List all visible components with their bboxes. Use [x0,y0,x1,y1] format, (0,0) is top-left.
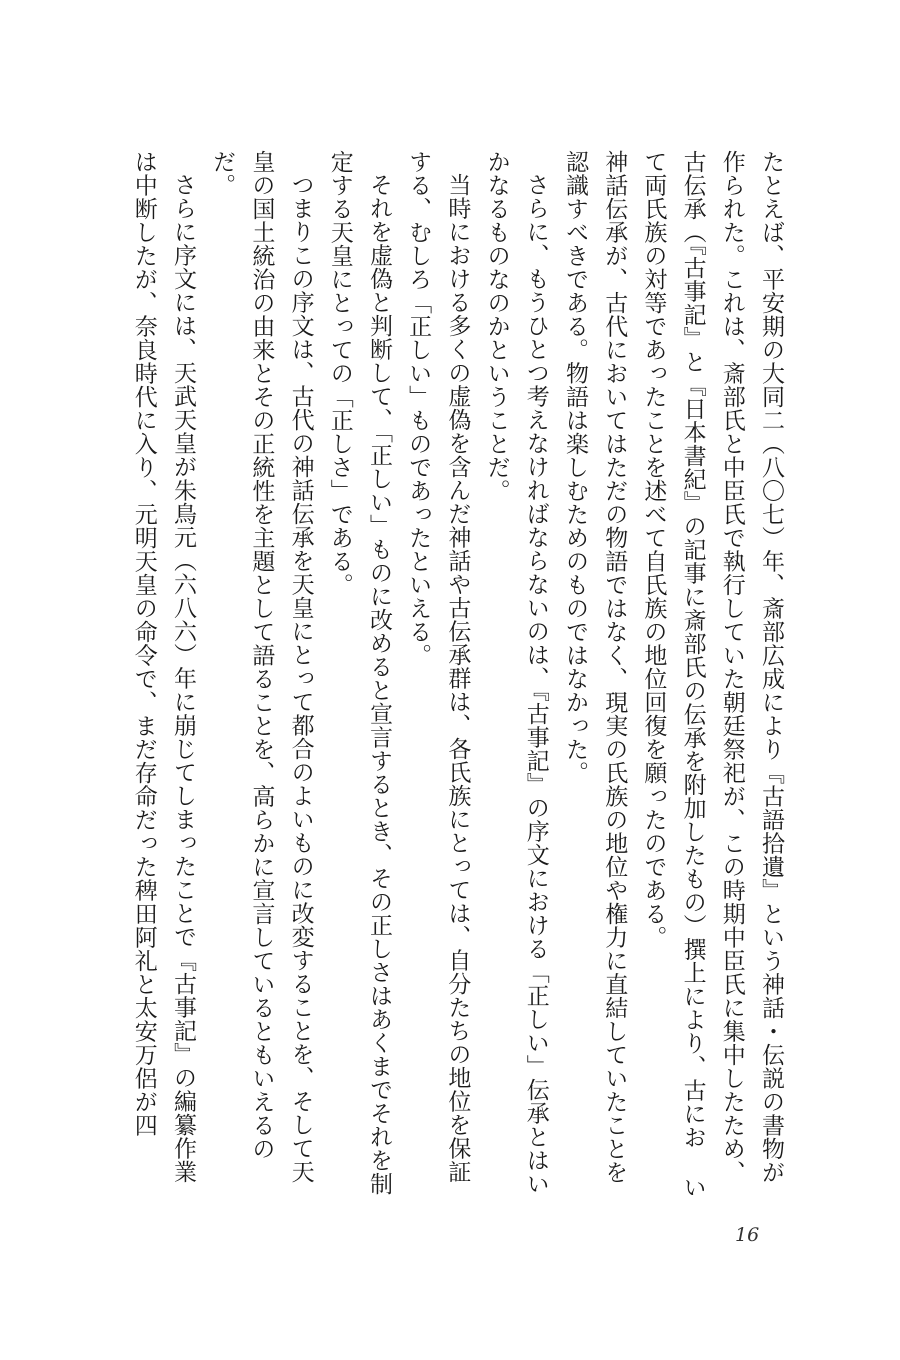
paragraph: さらに序文には、天武天皇が朱鳥元（六八六）年に崩じてしまったことで『古事記』の編纂作業は中断したが、奈良時代に入り、元明天皇の命令で、まだ存命だった稗田阿礼と太安万侶が四 [130,150,196,1184]
paragraph: 当時における多くの虚偽を含んだ神話や古伝承群は、各氏族にとっては、自分たちの地位を保証する、むしろ「正しい」ものであったといえる。 [405,150,471,1184]
paragraph: つまりこの序文は、古代の神話伝承を天皇にとって都合のよいものに改変することを、そして天皇の国土統治の由来とその正統性を主題として語ることを、高らかに宣言しているともいえるのだ。 [209,150,314,1184]
paragraph: さらに、もうひとつ考えなければならないのは、『古事記』の序文における「正しい」伝承とはいかなるものなのかということだ。 [483,150,549,1196]
vertical-text-body [90,150,790,1200]
paragraph: たとえば、平安期の大同二（八〇七）年、斎部広成により『古語拾遺』という神話・伝説の書物が作られた。これは、斎部氏と中臣氏で執行していた朝廷祭祀が、この時期中臣氏に集中したため、古伝承（『古事記』と『日本書紀』の記事に斎部氏の伝承を附加したもの）撰上により、古にお いて両氏族の対等であったことを述べて自氏族の地位回復を願ったのである。 [640,150,784,1199]
paragraph: 神話伝承が、古代においてはただの物語ではなく、現実の氏族の地位や権力に直結していたことを認識すべきである。物語は楽しむためのものではなかった。 [561,150,628,1184]
paragraph: それを虚偽と判断して、「正しい」ものに改めると宣言するとき、その正しさはあくまでそれを制定する天皇にとっての「正しさ」である。 [326,150,392,1196]
page-number: 16 [735,1224,760,1246]
